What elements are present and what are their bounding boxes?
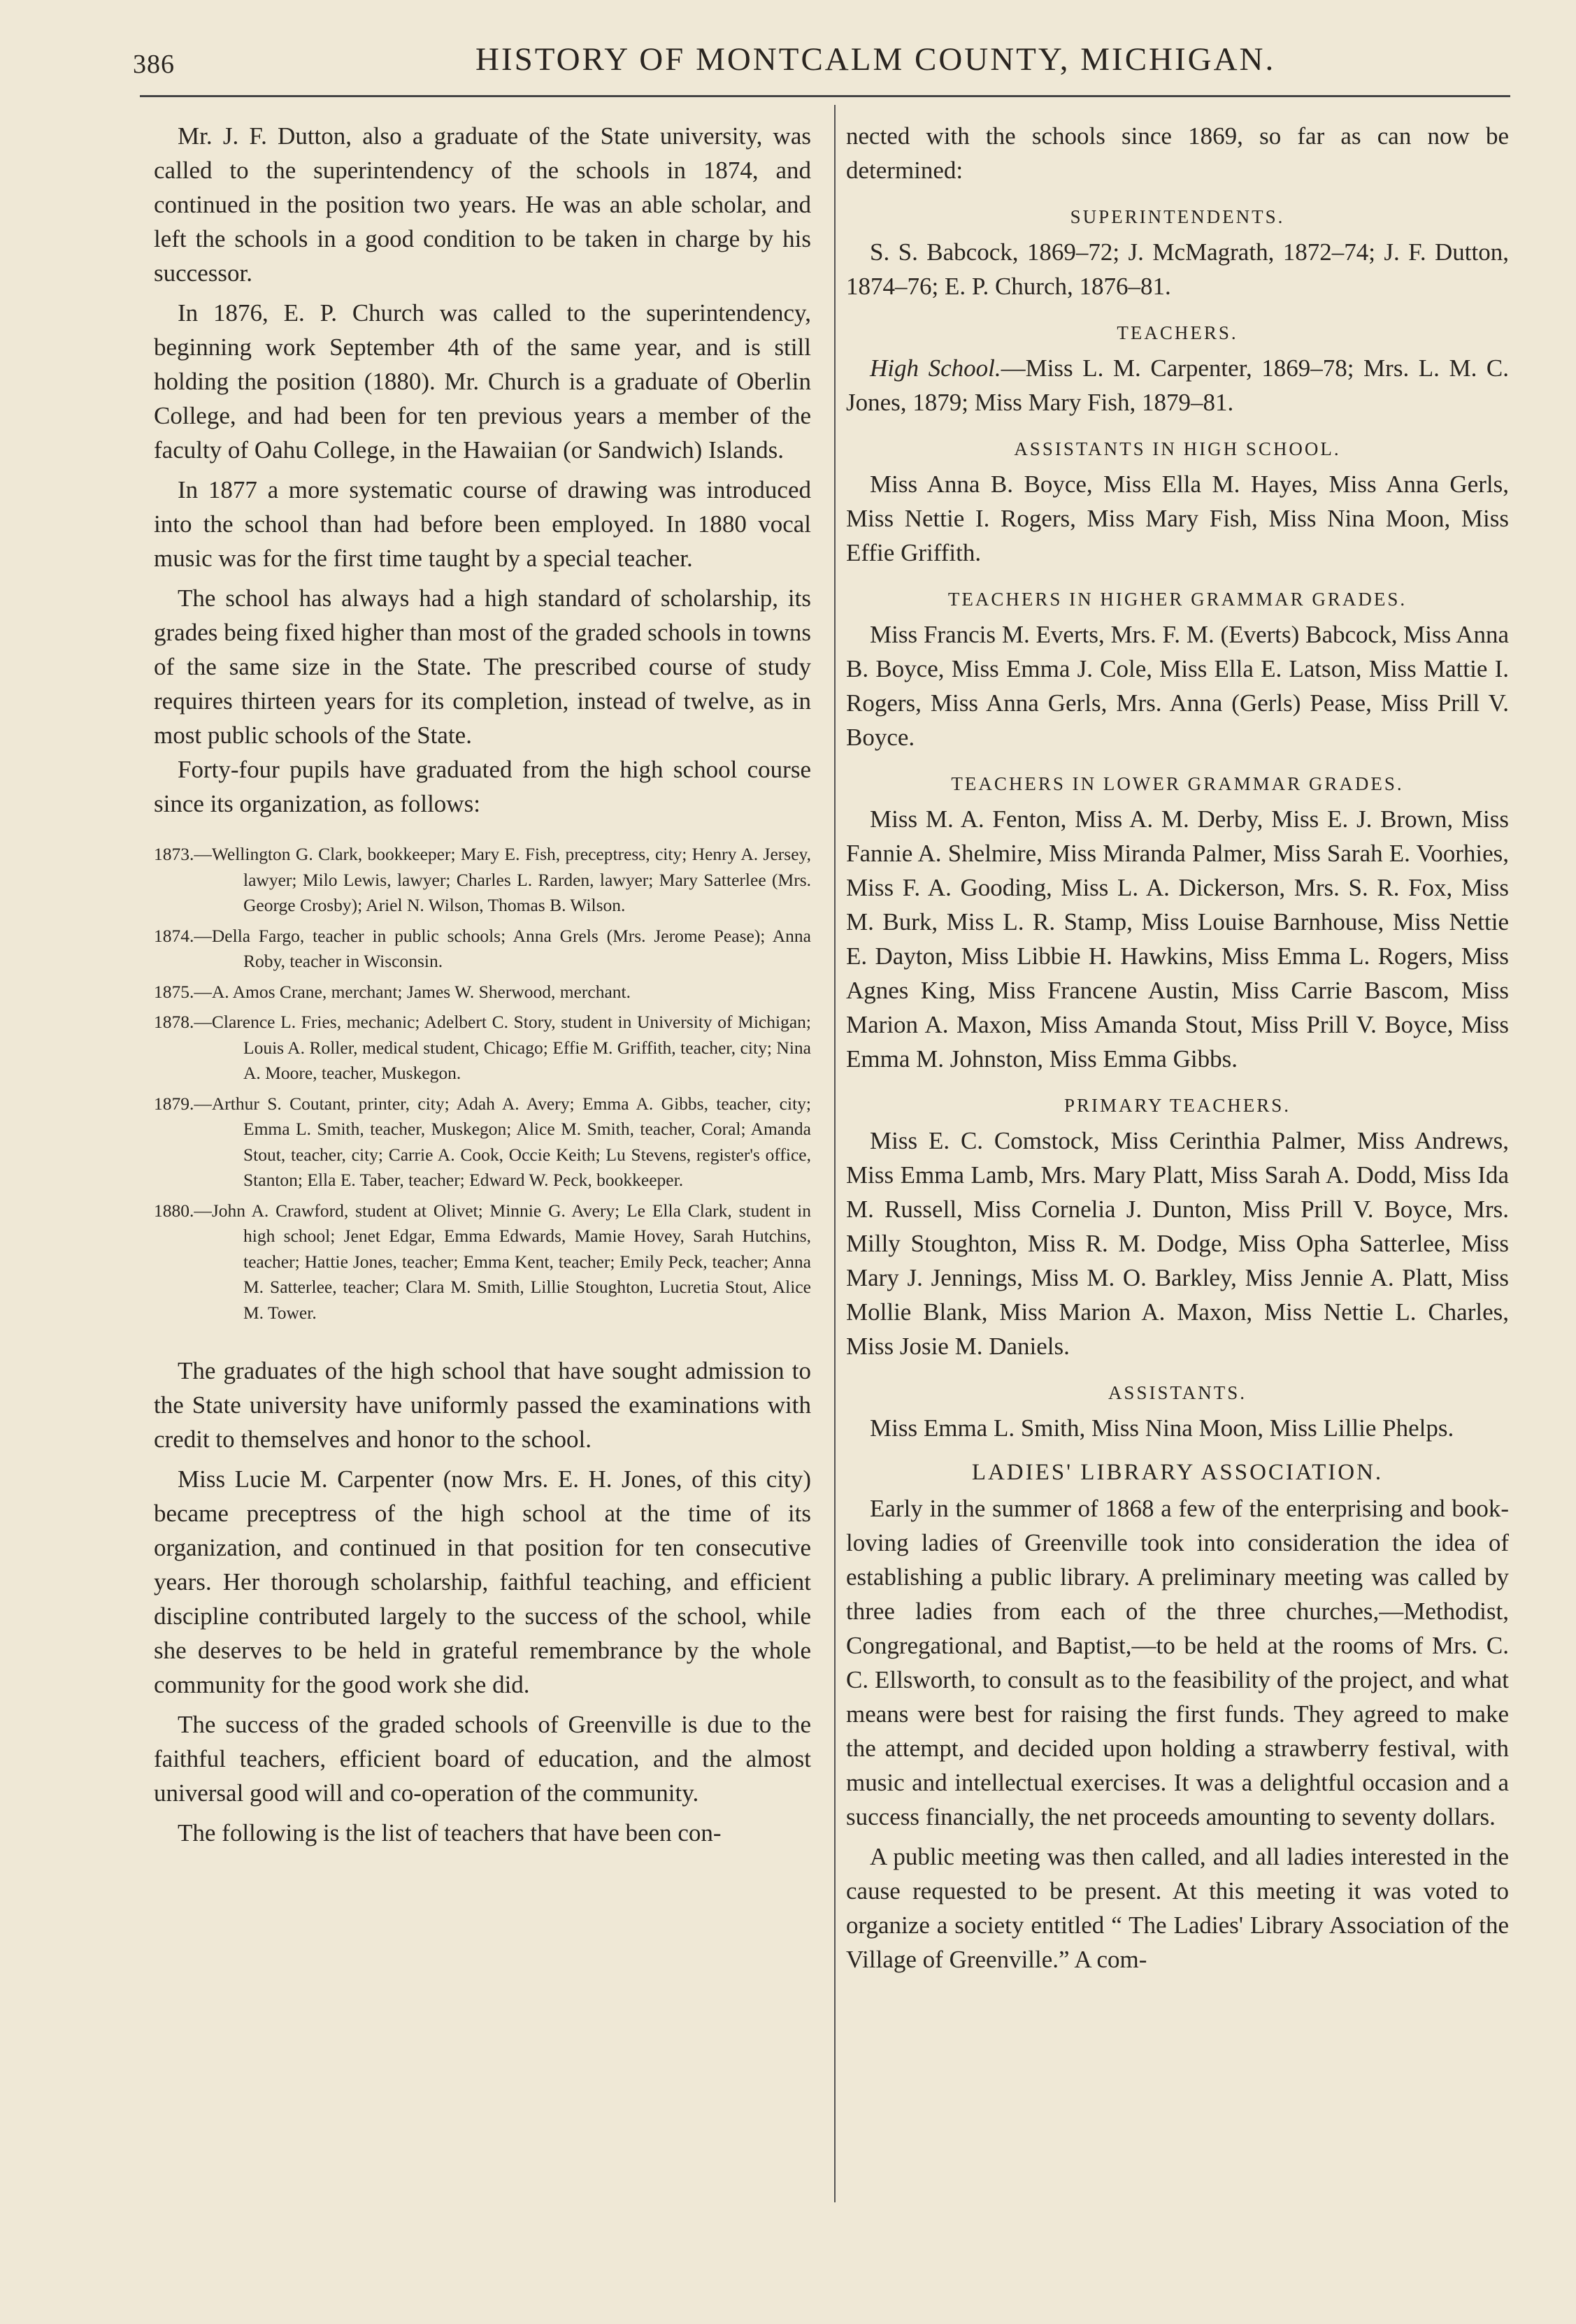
heading-lower-grammar: TEACHERS IN LOWER GRAMMAR GRADES. (951, 773, 1404, 794)
heading-primary-teachers: PRIMARY TEACHERS. (1063, 1095, 1291, 1116)
right-column (846, 119, 1509, 1977)
paragraph-continued: nected with the schools since 1869, so far as can now be determined: (846, 122, 1509, 184)
paragraph-teacher-list-intro: The following is the list of teachers that have been con- (178, 1819, 722, 1846)
graduates-1879: 1879.—Arthur S. Coutant, printer, city; Adah A. Avery; Emma A. Gibbs, teacher, city; Emma L. Smith, teacher, Muskegon; Alice M. Smith, teacher, Coral; Amanda Stout, teacher, city; Carrie A. Cook, Occie Keith; Lu Stevens, register's office, Stanton; Ella E. Taber, teacher; Edward W. Peck, bookkeeper. (154, 1093, 811, 1190)
graduates-1874: 1874.—Della Fargo, teacher in public schools; Anna Grels (Mrs. Jerome Pease); Anna Roby, teacher in Wisconsin. (154, 925, 811, 971)
heading-teachers: TEACHERS. (1117, 322, 1238, 343)
graduates-1875: 1875.—A. Amos Crane, merchant; James W. Sherwood, merchant. (154, 981, 631, 1002)
paragraph-dutton: Mr. J. F. Dutton, also a graduate of the State university, was called to the superintendency of the schools in 1874, and continued in the position two years. He was an able scholar, and left the schools in a good condition to be taken in charge by his successor. (154, 122, 811, 287)
paragraph-library-founding: Early in the summer of 1868 a few of the enterprising and book-loving ladies of Greenville took into consideration the idea of establishing a public library. A preliminary meeting was called by three ladies from each of the three churches,—Methodist, Congregational, and Baptist,—to be held at the rooms of Mrs. C. C. Ellsworth, to consult as to the feasibility of the project, and what means were best for raising the first funds. They agreed to make the attempt, and decided upon holding a strawberry festival, with music and intellectual exercises. It was a delightful occasion and a success financially, the net proceeds amounting to seventy dollars. (846, 1495, 1509, 1830)
heading-higher-grammar: TEACHERS IN HIGHER GRAMMAR GRADES. (947, 589, 1407, 610)
list-higher-grammar: Miss Francis M. Everts, Mrs. F. M. (Everts) Babcock, Miss Anna B. Boyce, Miss Emma J. Cole, Miss Ella E. Latson, Miss Mattie I. Rogers, Miss Anna Gerls, Mrs. Anna (Gerls) Pease, Miss Prill V. Boyce. (846, 621, 1509, 751)
heading-ladies-library: LADIES' LIBRARY ASSOCIATION. (971, 1460, 1384, 1485)
paragraph-carpenter: Miss Lucie M. Carpenter (now Mrs. E. H. Jones, of this city) became preceptress of the high school at the time of its organization, and continued in that position for ten consecutive years. Her thorough scholarship, faithful teaching, and efficient discipline contributed largely to the success of the school, while she deserves to be held in grateful remembrance by the whole community for the good work she did. (154, 1465, 811, 1698)
list-assistants-high-school: Miss Anna B. Boyce, Miss Ella M. Hayes, Miss Anna Gerls, Miss Nettie I. Rogers, Miss Mary Fish, Miss Nina Moon, Miss Effie Griffith. (846, 471, 1509, 566)
paragraph-drawing-music: In 1877 a more systematic course of drawing was introduced into the school than had before been employed. In 1880 vocal music was for the first time taught by a special teacher. (154, 476, 811, 572)
graduates-1878: 1878.—Clarence L. Fries, mechanic; Adelbert C. Story, student in University of Michigan; Louis A. Roller, medical student, Chicago; Effie M. Griffith, teacher, city; Nina A. Moore, teacher, Muskegon. (154, 1012, 811, 1083)
paragraph-church: In 1876, E. P. Church was called to the superintendency, beginning work September 4th of the same year, and is still holding the position (1880). Mr. Church is a graduate of Oberlin College, and had been for ten previous years a member of the faculty of Oahu College, in the Hawaiian (or Sandwich) Islands. (154, 299, 811, 464)
list-primary-teachers: Miss E. C. Comstock, Miss Cerinthia Palmer, Miss Andrews, Miss Emma Lamb, Mrs. Mary Platt, Miss Sarah A. Dodd, Miss Ida M. Russell, Miss Cornelia J. Dunton, Miss Prill V. Boyce, Mrs. Milly Stoughton, Miss R. M. Dodge, Miss Opha Satterlee, Miss Mary J. Jennings, Miss M. O. Barkley, Miss Jennie A. Platt, Miss Mollie Blank, Miss Marion A. Maxon, Miss Nettie L. Charles, Miss Josie M. Daniels. (846, 1127, 1509, 1360)
paragraph-library-meeting: A public meeting was then called, and all ladies interested in the cause requested to be present. At this meeting it was voted to organize a society entitled “ The Ladies' Library Association of the Village of Greenville.” A com- (846, 1843, 1509, 1973)
list-high-school-teachers (846, 351, 1509, 419)
list-assistants: Miss Emma L. Smith, Miss Nina Moon, Miss Lillie Phelps. (870, 1414, 1454, 1442)
column-divider (834, 105, 836, 2202)
paragraph-scholarship: The school has always had a high standard of scholarship, its grades being fixed higher than most of the graded schools in towns of the same size in the State. The prescribed course of study requires thirteen years for its completion, instead of twelve, as in most public schools of the State. (154, 584, 811, 749)
header-rule (140, 95, 1510, 97)
heading-assistants-high-school: ASSISTANTS IN HIGH SCHOOL. (1014, 438, 1341, 459)
heading-superintendents: SUPERINTENDENTS. (1070, 206, 1285, 227)
heading-assistants: ASSISTANTS. (1108, 1382, 1247, 1403)
page-number: 386 (133, 50, 175, 79)
paragraph-graduates-intro: Forty-four pupils have graduated from the high school course since its organization, as follows: (154, 756, 811, 817)
running-title: HISTORY OF MONTCALM COUNTY, MICHIGAN. (475, 41, 1276, 78)
graduates-list (154, 842, 811, 1326)
left-column (154, 119, 811, 1850)
list-lower-grammar: Miss M. A. Fenton, Miss A. M. Derby, Miss E. J. Brown, Miss Fannie A. Shelmire, Miss Miranda Palmer, Miss Sarah E. Voorhies, Miss F. A. Gooding, Miss L. A. Dickerson, Mrs. S. R. Fox, Miss M. Burk, Miss L. R. Stamp, Miss Louise Barnhouse, Miss Nettie E. Dayton, Miss Libbie H. Hawkins, Miss Emma L. Rogers, Miss Agnes King, Miss Francene Austin, Miss Carrie Bascom, Miss Marion A. Maxon, Miss Amanda Stout, Miss Prill V. Boyce, Miss Emma M. Johnston, Miss Emma Gibbs. (846, 805, 1509, 1073)
paragraph-university-admission: The graduates of the high school that have sought admission to the State university have uniformly passed the examinations with credit to themselves and honor to the school. (154, 1357, 811, 1453)
graduates-1873: 1873.—Wellington G. Clark, bookkeeper; Mary E. Fish, preceptress, city; Henry A. Jersey, lawyer; Milo Lewis, lawyer; Charles L. Rarden, lawyer; Mary Satterlee (Mrs. George Crosby); Ariel N. Wilson, Thomas B. Wilson. (154, 844, 811, 915)
high-school-label: High School. (870, 354, 1001, 382)
paragraph-success: The success of the graded schools of Greenville is due to the faithful teachers, efficient board of education, and the almost universal good will and co-operation of the community. (154, 1711, 811, 1807)
page-header (133, 36, 1503, 85)
list-superintendents: S. S. Babcock, 1869–72; J. McMagrath, 1872–74; J. F. Dutton, 1874–76; E. P. Church, 1876–81. (846, 238, 1509, 300)
high-school-names: —Miss L. M. Carpenter, 1869–78; Mrs. L. M. C. Jones, 1879; Miss Mary Fish, 1879–81. (846, 354, 1509, 416)
graduates-1880: 1880.—John A. Crawford, student at Olivet; Minnie G. Avery; Le Ella Clark, student in high school; Jenet Edgar, Emma Edwards, Mamie Hovey, Sarah Hutchins, teacher; Hattie Jones, teacher; Emma Kent, teacher; Emily Peck, teacher; Anna M. Satterlee, teacher; Clara M. Smith, Lillie Stoughton, Lucretia Stout, Alice M. Tower. (154, 1200, 811, 1323)
